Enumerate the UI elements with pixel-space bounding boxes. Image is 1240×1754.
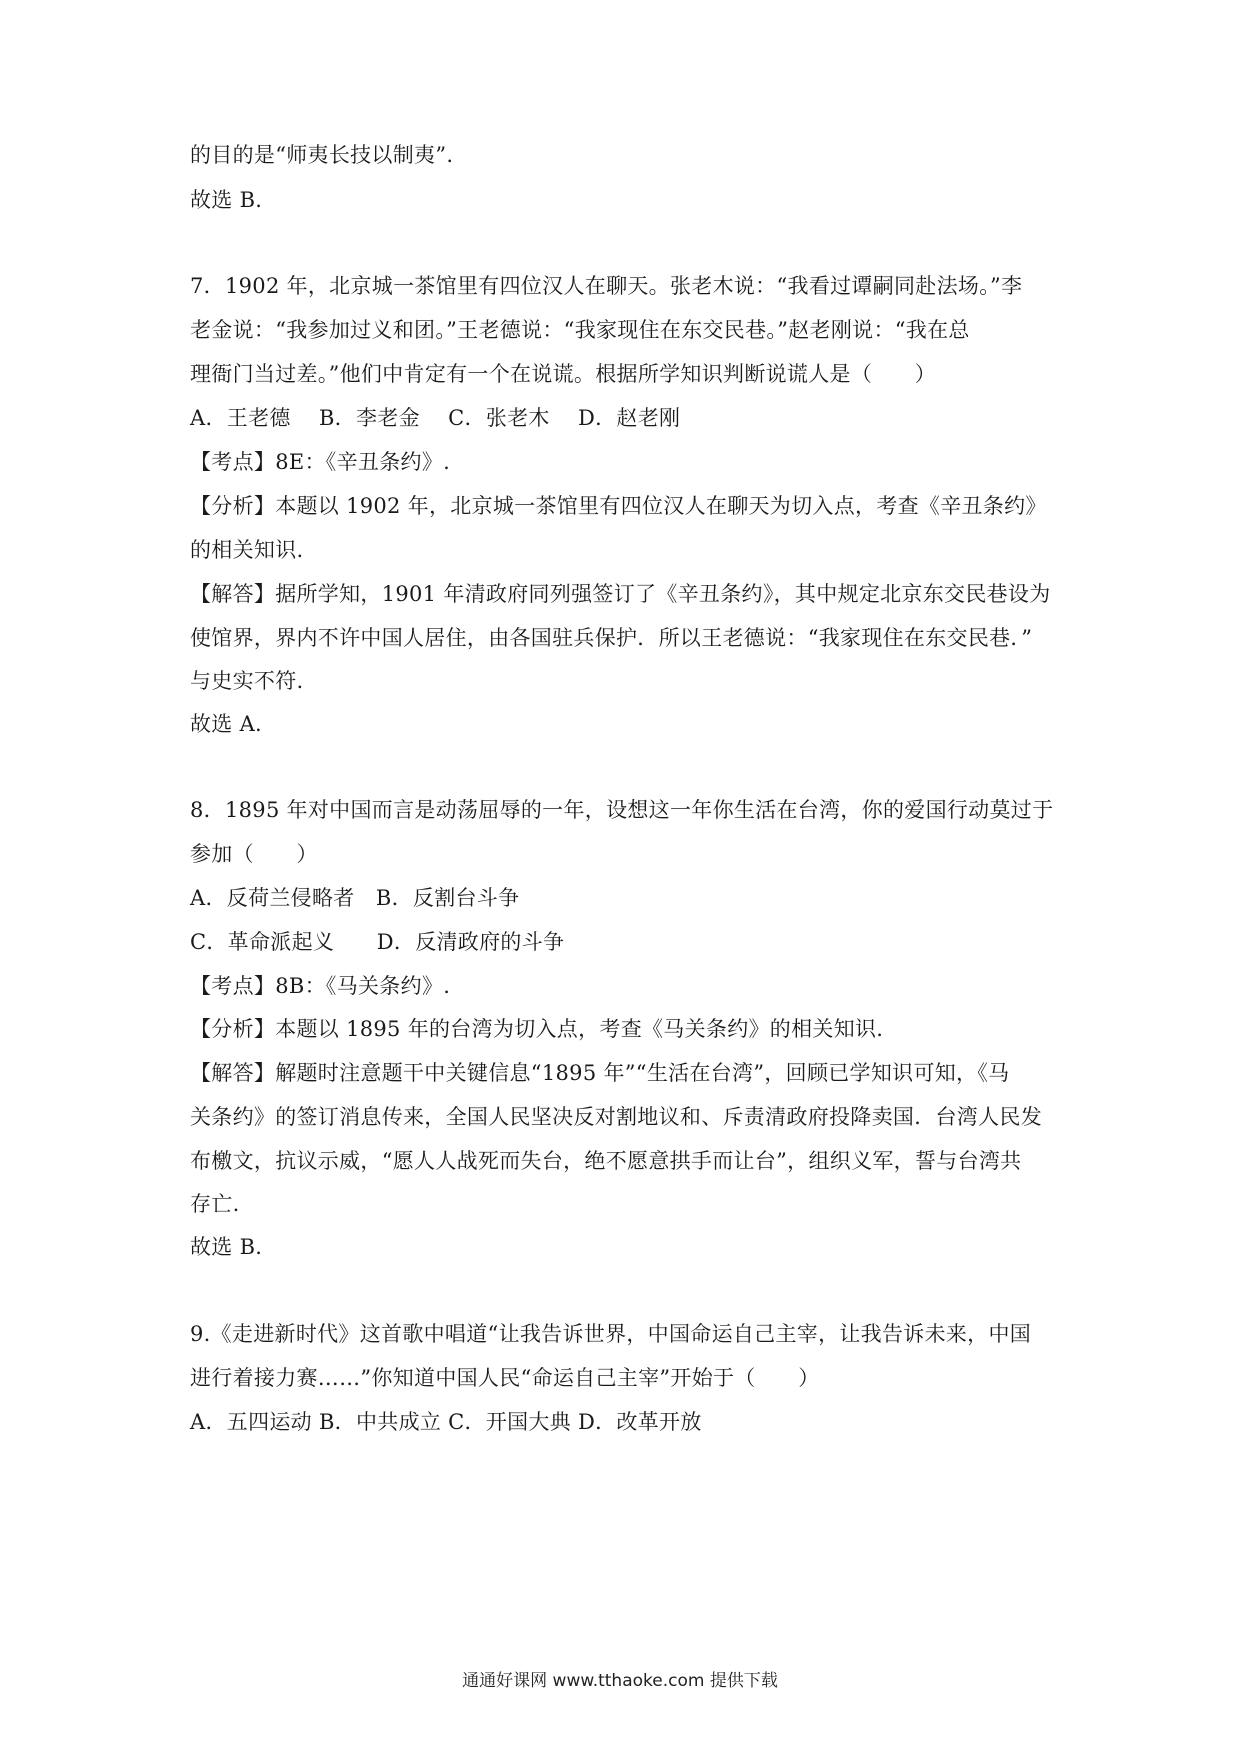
q7-answer: 故选 A. xyxy=(190,712,263,736)
q9-stem-line-2: 进行着接力赛……”你知道中国人民“命运自己主宰”开始于（ ） xyxy=(190,1366,820,1390)
q7-stem-line-3: 理衙门当过差。”他们中肯定有一个在说谎。根据所学知识判断说谎人是（ ） xyxy=(190,362,937,386)
page-footer: 通通好课网 www.tthaoke.com 提供下载 xyxy=(462,1671,778,1691)
q8-solution-line-4: 存亡. xyxy=(190,1192,240,1216)
prev-answer-choice: 故选 B. xyxy=(190,188,263,212)
q8-analysis: 【分析】本题以 1895 年的台湾为切入点，考查《马关条约》的相关知识. xyxy=(190,1017,884,1041)
q8-solution-line-1: 【解答】解题时注意题干中关键信息“1895 年”“生活在台湾”，回顾已学知识可知，《马 xyxy=(190,1061,1010,1085)
prev-answer-tail: 的目的是“师夷长技以制夷”. xyxy=(190,143,454,167)
q7-solution-line-3: 与史实不符. xyxy=(190,669,304,693)
q7-kaodian: 【考点】8E：《辛丑条约》. xyxy=(190,450,451,474)
q8-stem-line-1: 8．1895 年对中国而言是动荡屈辱的一年，设想这一年你生活在台湾，你的爱国行动莫过于 xyxy=(190,798,1054,822)
q8-answer: 故选 B. xyxy=(190,1235,263,1259)
q7-stem-line-1: 7．1902 年，北京城一茶馆里有四位汉人在聊天。张老木说：“我看过谭嗣同赴法场。”李 xyxy=(190,274,1023,298)
q7-stem-line-2: 老金说：“我参加过义和团。”王老德说：“我家现住在东交民巷。”赵老刚说：“我在总 xyxy=(190,318,970,342)
q7-analysis-line-1: 【分析】本题以 1902 年，北京城一茶馆里有四位汉人在聊天为切入点，考查《辛丑条约》 xyxy=(190,494,1047,518)
q7-options: A．王老德 B．李老金 C．张老木 D．赵老刚 xyxy=(190,406,681,430)
q8-stem-line-2: 参加（ ） xyxy=(190,842,318,866)
q8-options-line-2: C．革命派起义 D．反清政府的斗争 xyxy=(190,930,565,954)
q8-kaodian: 【考点】8B：《马关条约》. xyxy=(190,974,451,998)
q8-solution-line-2: 关条约》的签订消息传来，全国人民坚决反对割地议和、斥责清政府投降卖国．台湾人民发 xyxy=(190,1105,1042,1129)
q7-solution-line-2: 使馆界，界内不许中国人居住，由各国驻兵保护．所以王老德说：“我家现住在东交民巷．” xyxy=(190,626,1033,650)
q8-options-line-1: A．反荷兰侵略者 B．反割台斗争 xyxy=(190,886,520,910)
q7-solution-line-1: 【解答】据所学知，1901 年清政府同列强签订了《辛丑条约》，其中规定北京东交民巷设为 xyxy=(190,582,1051,606)
q7-analysis-line-2: 的相关知识. xyxy=(190,538,304,562)
q9-stem-line-1: 9.《走进新时代》这首歌中唱道“让我告诉世界，中国命运自己主宰，让我告诉未来，中国 xyxy=(190,1322,1032,1346)
q9-options: A．五四运动 B．中共成立 C．开国大典 D．改革开放 xyxy=(190,1410,702,1434)
q8-solution-line-3: 布檄文，抗议示威，“愿人人战死而失台，绝不愿意拱手而让台”，组织义军，誓与台湾共 xyxy=(190,1149,1022,1173)
